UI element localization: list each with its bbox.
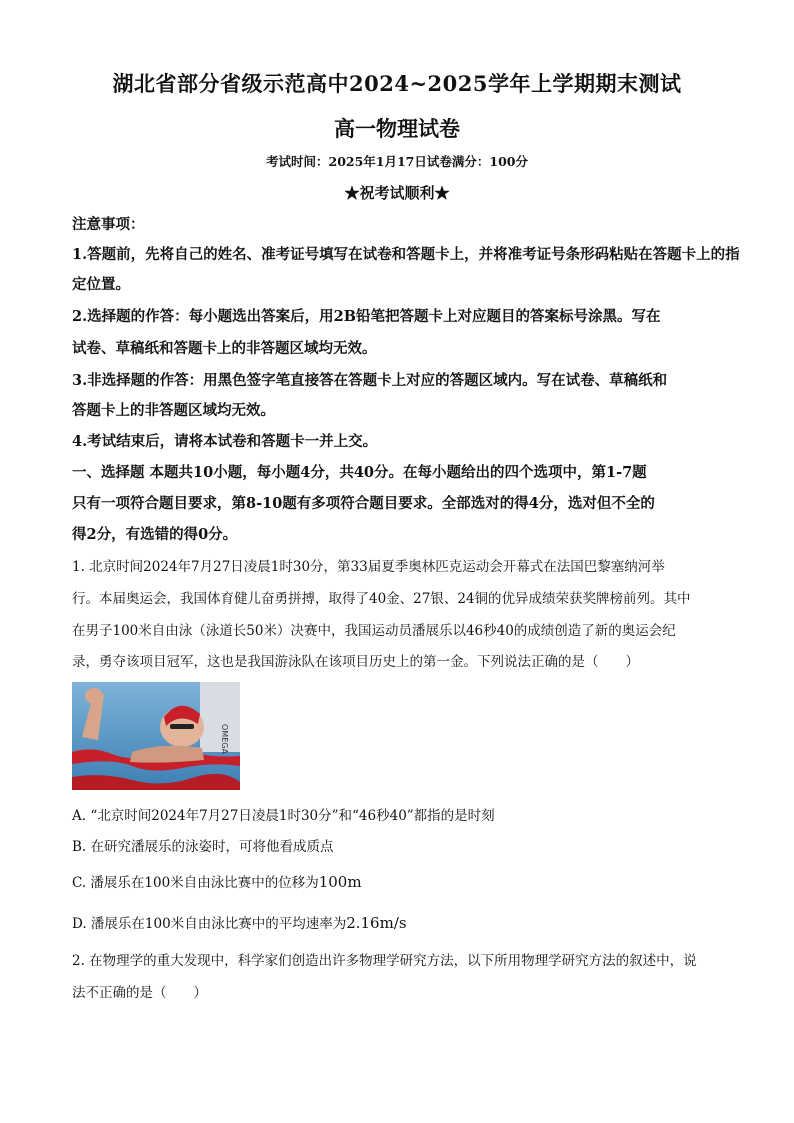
q1-option-c-text: C. 潘展乐在100米自由泳比赛中的位移为 bbox=[72, 875, 319, 891]
exam-title: 湖北省部分省级示范高中2024~2025学年上学期期末测试 bbox=[112, 71, 682, 96]
note-1-line-1: 1.答题前，先将自己的姓名、准考证号填写在试卷和答题卡上，并将准考证号条形码粘贴在答题卡上的指 bbox=[72, 246, 740, 263]
notes-heading: 注意事项： bbox=[72, 216, 145, 233]
section-1-line-3: 得2分，有选错的得0分。 bbox=[72, 526, 238, 543]
note-4: 4.考试结束后，请将本试卷和答题卡一并上交。 bbox=[72, 433, 378, 450]
q1-option-d bbox=[72, 912, 724, 935]
q1-line-3: 在男子100米自由泳（泳道长50米）决赛中，我国运动员潘展乐以46秒40的成绩创造了新的奥运会纪 bbox=[72, 623, 676, 639]
q1-line-2: 行。本届奥运会，我国体育健儿奋勇拼搏，取得了40金、27银、24铜的优异成绩荣获奖牌榜前列。其中 bbox=[72, 591, 691, 607]
omega-sign: OMEGA bbox=[220, 724, 229, 754]
q1-line-1: 1. 北京时间2024年7月27日凌晨1时30分，第33届夏季奥林匹克运动会开幕式在法国巴黎塞纳河举 bbox=[72, 559, 665, 575]
q1-option-d-value: 2.16m/s bbox=[346, 914, 407, 932]
q1-option-c-value: 100m bbox=[318, 873, 362, 891]
q2-line-1: 2. 在物理学的重大发现中，科学家们创造出许多物理学研究方法，以下所用物理学研究方法的叙述中，说 bbox=[72, 953, 697, 969]
q1-line-4: 录，勇夺该项目冠军，这也是我国游泳队在该项目历史上的第一金。下列说法正确的是（ ） bbox=[72, 654, 639, 670]
note-1-line-2: 定位置。 bbox=[72, 276, 130, 293]
note-3-line-1: 3.非选择题的作答：用黑色签字笔直接答在答题卡上对应的答题区域内。写在试卷、草稿纸和 bbox=[72, 372, 668, 389]
note-2-line-1: 2.选择题的作答：每小题选出答案后，用2B铅笔把答题卡上对应题目的答案标号涂黑。写在 bbox=[72, 308, 661, 325]
good-luck-line: ★祝考试顺利★ bbox=[344, 184, 450, 202]
section-1-line-1: 一、选择题 本题共10小题，每小题4分，共40分。在每小题给出的四个选项中，第1-7题 bbox=[72, 464, 647, 481]
q1-option-d-text: D. 潘展乐在100米自由泳比赛中的平均速率为 bbox=[72, 916, 347, 932]
swimmer-photo bbox=[72, 682, 240, 790]
q1-option-a: A. “北京时间2024年7月27日凌晨1时30分”和“46秒40”都指的是时刻 bbox=[72, 808, 495, 824]
note-2-line-2: 试卷、草稿纸和答题卡上的非答题区域均无效。 bbox=[72, 340, 377, 357]
subject-title: 高一物理试卷 bbox=[334, 116, 460, 141]
section-1-line-2: 只有一项符合题目要求，第8-10题有多项符合题目要求。全部选对的得4分，选对但不全的 bbox=[72, 495, 655, 512]
q1-option-b: B. 在研究潘展乐的泳姿时，可将他看成质点 bbox=[72, 839, 334, 855]
q2-line-2: 法不正确的是（ ） bbox=[72, 985, 207, 1001]
q1-option-c bbox=[72, 871, 724, 894]
exam-info: 考试时间：2025年1月17日试卷满分：100分 bbox=[266, 154, 528, 169]
note-3-line-2: 答题卡上的非答题区域均无效。 bbox=[72, 402, 275, 419]
